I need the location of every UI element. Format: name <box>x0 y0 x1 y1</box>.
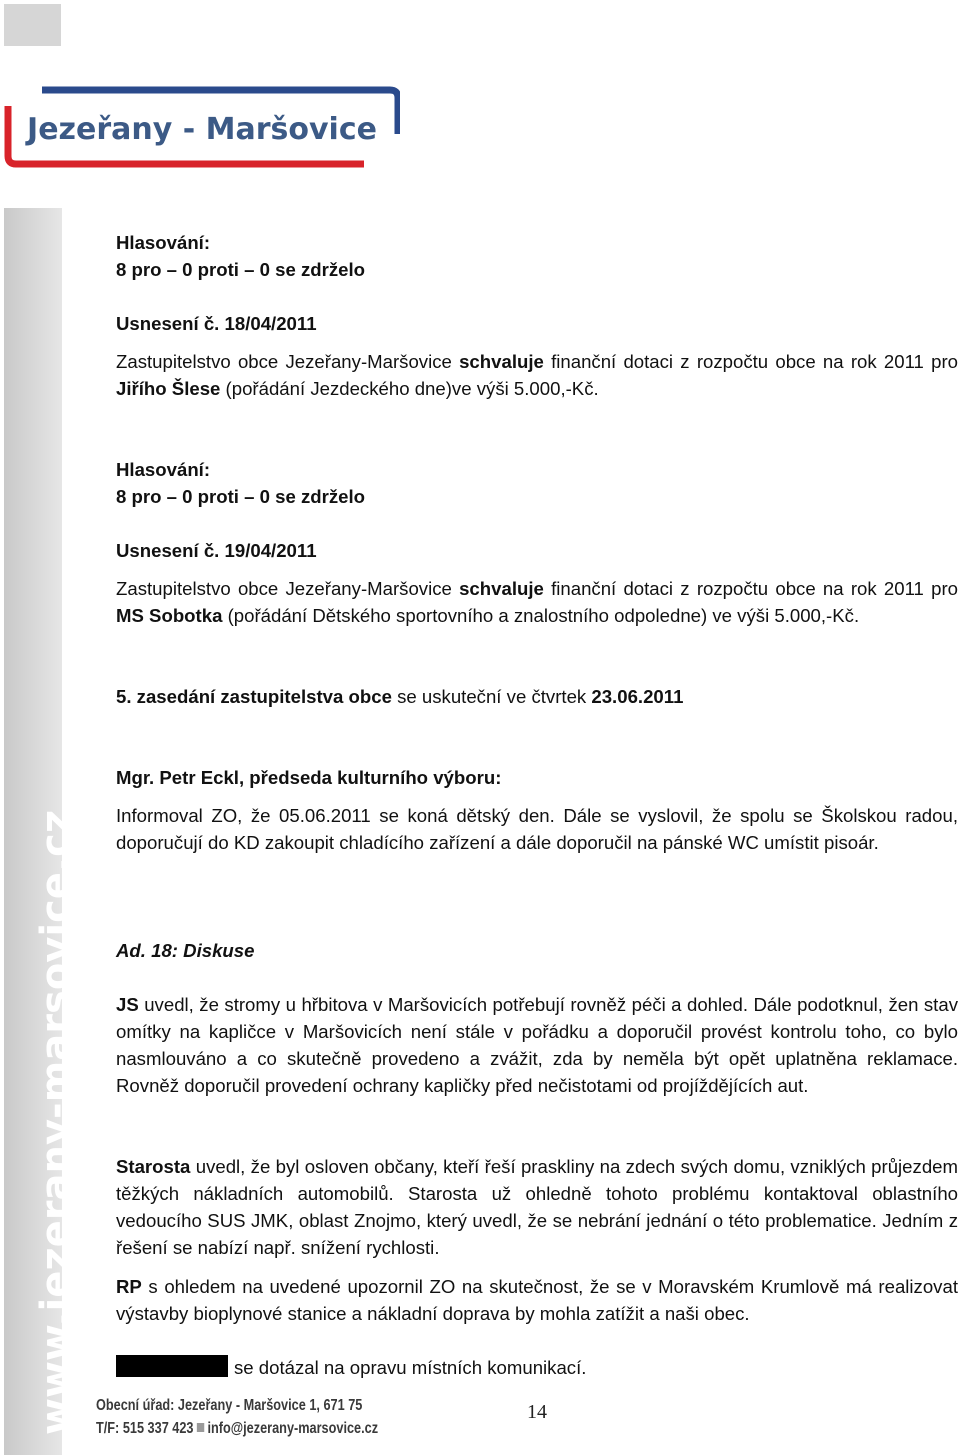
corner-square <box>4 4 61 46</box>
eckl-text: Informoval ZO, že 05.06.2011 se koná dětský den. Dále se vyslovil, že spolu se Školskou radou, doporučují do KD zakoupit chladícího zařízení a dále doporučil na pánské WC umístit pisoár. <box>116 805 958 853</box>
footer-contact: T/F: 515 337 423 info@jezerany-marsovice.cz <box>96 1420 379 1437</box>
page-number: 14 <box>527 1401 547 1423</box>
sidebar-url: www.jezerany-marsovice.cz <box>33 809 79 1435</box>
res19-text: Zastupitelstvo obce Jezeřany-Maršovice schvaluje finanční dotaci z rozpočtu obce na rok 2011 pro MS Sobotka (pořádání Dětského sportovního a znalostního odpoledne) ve výši 5.000,-Kč. <box>116 578 958 626</box>
last-paragraph: se dotázal na opravu místních komunikací. <box>116 1354 958 1381</box>
rp-paragraph: RP s ohledem na uvedené upozornil ZO na skutečnost, že se v Moravském Krumlově má realizovat výstavby bioplynové stanice a nákladní doprava by mohla zatížit a naši obec. <box>116 1276 958 1324</box>
redacted-name <box>116 1355 228 1377</box>
res18-text: Zastupitelstvo obce Jezeřany-Maršovice schvaluje finanční dotaci z rozpočtu obce na rok 2011 pro Jiřího Šlese (pořádání Jezdeckého dne)ve výši 5.000,-Kč. <box>116 351 958 399</box>
vote2-label: Hlasování: <box>116 459 211 480</box>
ad18-title: Ad. 18: Diskuse <box>116 940 255 961</box>
logo-text: Jezeřany - Maršovice <box>27 112 377 147</box>
footer-square-icon <box>197 1423 204 1432</box>
municipality-logo <box>4 86 400 168</box>
starosta-paragraph: Starosta uvedl, že byl osloven občany, kteří řeší praskliny na zdech svých domu, vzniklých průjezdem těžkých nákladních automobilů. Starosta už ohledně tohoto problému kontaktoval oblastního vedoucího SUS JMK, oblast Znojmo, který uvedl, že se nebrání jednání o této problematice. Jedním z řešení se nabízí např. snížení rychlosti. <box>116 1156 958 1258</box>
footer-address: Obecní úřad: Jezeřany - Maršovice 1, 671 75 <box>96 1397 363 1414</box>
vote1-label: Hlasování: <box>116 232 211 253</box>
js-paragraph: JS uvedl, že stromy u hřbitova v Maršovicích potřebují rovněž péči a dohled. Dále podotknul, žen stav omítky na kapličce v Maršovicích není stále v pořádku a doporučil provést kontrolu toho, co bylo nasmlouváno a co skutečně provedeno a zvážit, zda by neměla být opět uplatněna reklamace. Rovněž doporučil provedení ochrany kapličky před nečistotami od projíždějících aut. <box>116 994 958 1096</box>
res19-title: Usnesení č. 19/04/2011 <box>116 540 317 561</box>
meeting-notice: 5. zasedání zastupitelstva obce se uskuteční ve čtvrtek 23.06.2011 <box>116 686 684 707</box>
vote1-result: 8 pro – 0 proti – 0 se zdrželo <box>116 259 366 280</box>
eckl-title: Mgr. Petr Eckl, předseda kulturního výboru: <box>116 767 502 788</box>
vote2-result: 8 pro – 0 proti – 0 se zdrželo <box>116 486 366 507</box>
res18-title: Usnesení č. 18/04/2011 <box>116 313 317 334</box>
